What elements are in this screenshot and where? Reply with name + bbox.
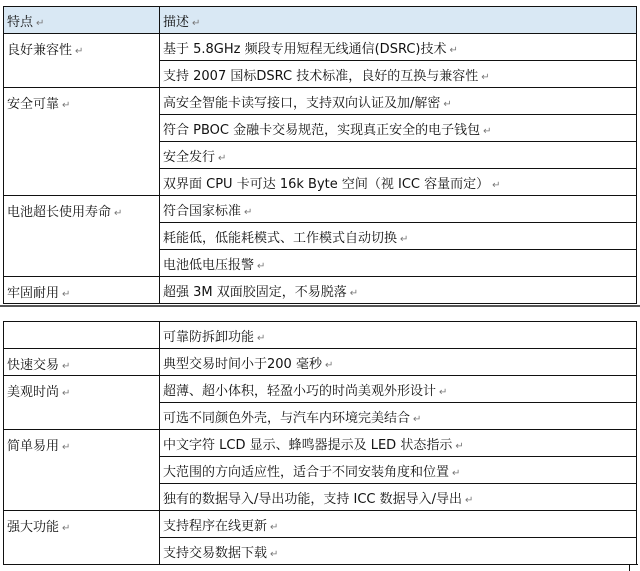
paragraph-mark-icon: ↵ [481, 71, 490, 83]
description-cell [160, 457, 637, 484]
description-cell [160, 196, 637, 223]
description-text: 基于 5.8GHz 频段专用短程无线通信(DSRC)技术 [163, 41, 447, 57]
description-text: 双界面 CPU 卡可达 16k Byte 空间（视 ICC 容量而定） [163, 176, 490, 192]
table-row [4, 88, 637, 115]
header-feature-cell [4, 7, 160, 34]
feature-cell [4, 376, 160, 430]
paragraph-mark-icon: ↵ [257, 260, 266, 272]
table-row [4, 376, 637, 403]
description-text: 中文字符 LCD 显示、蜂鸣器提示及 LED 状态指示 [163, 437, 453, 453]
description-text: 可靠防拆卸功能 [163, 329, 255, 345]
paragraph-mark-icon: ↵ [62, 388, 71, 399]
description-cell [160, 349, 637, 376]
feature-cell [4, 277, 160, 304]
description-text: 电池低电压报警 [163, 257, 255, 273]
description-text: 耗能低，低能耗模式、工作模式自动切换 [163, 230, 398, 246]
paragraph-mark-icon: ↵ [75, 46, 84, 57]
paragraph-mark-icon: ↵ [114, 208, 123, 219]
description-text: 大范围的方向适应性，适合于不同安装角度和位置 [163, 464, 450, 480]
description-text: 支持交易数据下载 [163, 545, 268, 561]
paragraph-mark-icon: ↵ [270, 548, 279, 560]
feature-label: 牢固耐用 [7, 286, 60, 301]
description-cell [160, 250, 637, 277]
feature-cell [4, 511, 160, 565]
feature-label: 良好兼容性 [7, 43, 73, 58]
table-row [4, 196, 637, 223]
paragraph-mark-icon: ↵ [244, 206, 253, 218]
feature-table-top [3, 6, 637, 304]
description-text: 典型交易时间小于200 毫秒 [163, 356, 322, 372]
description-cell [160, 277, 637, 304]
paragraph-mark-icon: ↵ [192, 17, 201, 29]
paragraph-mark-icon: ↵ [270, 521, 279, 533]
description-text: 符合国家标准 [163, 203, 242, 219]
description-text: 支持 2007 国标DSRC 技术标准，良好的互换与兼容性 [163, 68, 479, 84]
description-text: 超薄、超小体积，轻盈小巧的时尚美观外形设计 [163, 383, 437, 399]
description-cell [160, 169, 637, 196]
table-row [4, 277, 637, 304]
table-row [4, 349, 637, 376]
description-text: 可选不同颜色外壳，与汽车内环境完美结合 [163, 410, 411, 426]
description-cell [160, 430, 637, 457]
feature-cell [4, 430, 160, 511]
description-cell [160, 484, 637, 511]
feature-label: 快速交易 [7, 358, 60, 373]
paragraph-mark-icon: ↵ [413, 413, 422, 425]
table-corner-mark [629, 564, 638, 571]
paragraph-mark-icon: ↵ [62, 289, 71, 300]
feature-label: 电池超长使用寿命 [7, 205, 112, 220]
description-text: 支持程序在线更新 [163, 518, 268, 534]
paragraph-mark-icon: ↵ [36, 17, 45, 29]
description-cell [160, 142, 637, 169]
paragraph-mark-icon: ↵ [62, 523, 71, 534]
paragraph-mark-icon: ↵ [349, 287, 359, 299]
header-description-label: 描述 [163, 14, 190, 30]
paragraph-mark-icon: ↵ [62, 100, 71, 111]
description-cell [160, 61, 637, 88]
description-cell [160, 223, 637, 250]
feature-label: 强大功能 [7, 520, 60, 535]
description-cell [160, 88, 637, 115]
page-break-gap [0, 305, 640, 316]
paragraph-mark-icon: ↵ [443, 98, 452, 110]
feature-cell [4, 349, 160, 376]
paragraph-mark-icon: ↵ [492, 179, 501, 191]
paragraph-mark-icon: ↵ [257, 332, 266, 344]
table-row [4, 34, 637, 61]
feature-cell [4, 88, 160, 196]
feature-table-bottom-body [4, 322, 637, 565]
description-cell [160, 322, 637, 349]
paragraph-mark-icon: ↵ [62, 442, 71, 453]
feature-cell [4, 34, 160, 88]
feature-label: 简单易用 [7, 439, 60, 454]
description-text: 高安全智能卡读写接口，支持双向认证及加/解密 [163, 95, 441, 111]
table-header-row [4, 7, 637, 34]
paragraph-mark-icon: ↵ [483, 125, 492, 137]
description-text: 超强 3M 双面胶固定，不易脱落 [163, 284, 347, 300]
feature-table-bottom [3, 321, 637, 565]
description-cell [160, 538, 637, 565]
paragraph-mark-icon: ↵ [218, 152, 227, 164]
feature-cell [4, 322, 160, 349]
description-cell [160, 115, 637, 142]
description-text: 符合 PBOC 金融卡交易规范，实现真正安全的电子钱包 [163, 122, 481, 138]
feature-label: 安全可靠 [7, 97, 60, 112]
table-row [4, 511, 637, 538]
description-cell [160, 403, 637, 430]
feature-table-top-body [4, 7, 637, 304]
header-description-cell [160, 7, 637, 34]
description-text: 安全发行 [163, 149, 216, 165]
paragraph-mark-icon: ↵ [449, 44, 458, 56]
paragraph-mark-icon: ↵ [439, 386, 448, 398]
table-row [4, 430, 637, 457]
feature-cell [4, 196, 160, 277]
paragraph-mark-icon: ↵ [324, 359, 334, 371]
table-row [4, 322, 637, 349]
description-cell [160, 34, 637, 61]
feature-label: 美观时尚 [7, 385, 60, 400]
paragraph-mark-icon: ↵ [62, 361, 71, 372]
paragraph-mark-icon: ↵ [455, 440, 464, 452]
paragraph-mark-icon: ↵ [465, 494, 474, 506]
paragraph-mark-icon: ↵ [400, 233, 409, 245]
description-cell [160, 511, 637, 538]
header-feature-label: 特点 [7, 14, 34, 30]
description-cell [160, 376, 637, 403]
paragraph-mark-icon: ↵ [452, 467, 461, 479]
description-text: 独有的数据导入/导出功能，支持 ICC 数据导入/导出 [163, 491, 463, 507]
